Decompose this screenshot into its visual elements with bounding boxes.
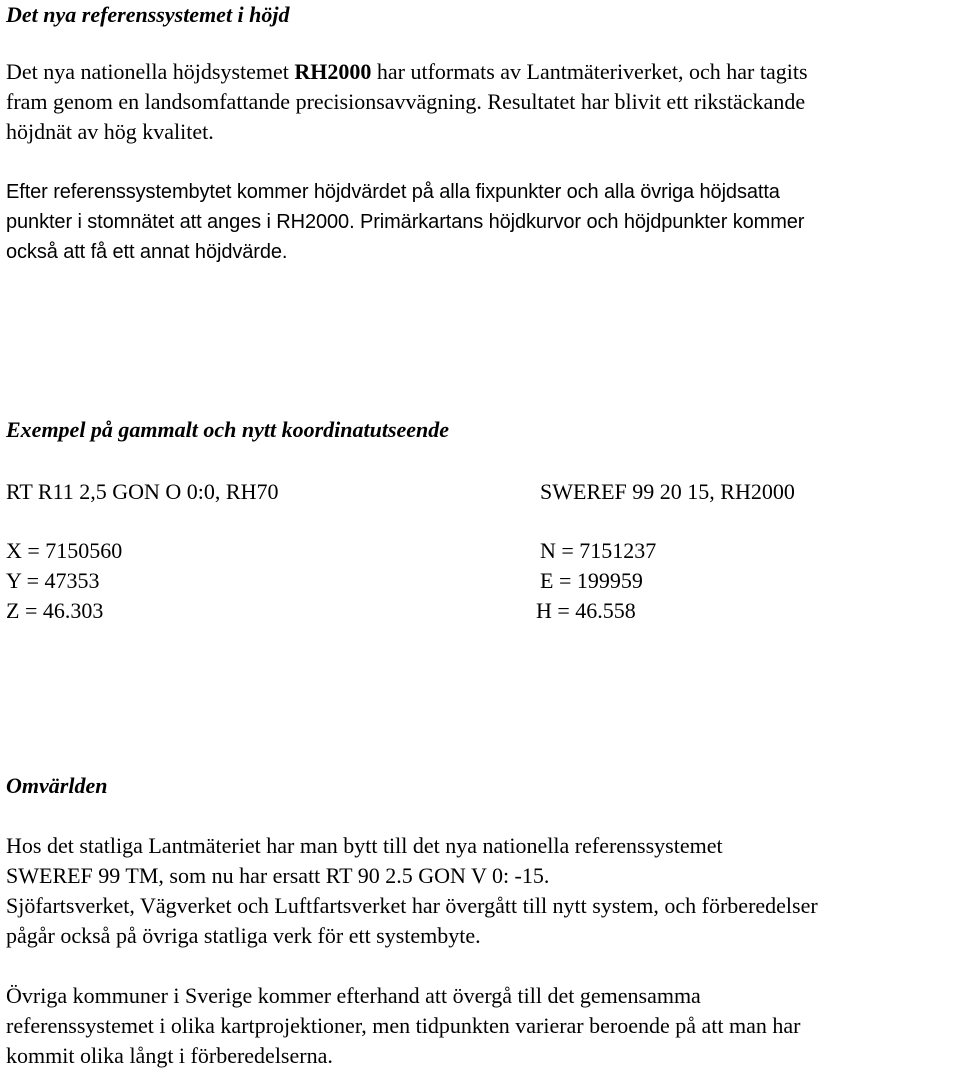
new-coordinate: H = 46.558 — [536, 598, 636, 623]
new-coordinate: N = 7151237 — [540, 538, 657, 563]
paragraph-line: höjdnät av hög kvalitet. — [6, 119, 214, 144]
section-heading: Exempel på gammalt och nytt koordinatutseende — [6, 417, 450, 442]
old-coordinate: X = 7150560 — [6, 538, 123, 563]
old-system-label: RT R11 2,5 GON O 0:0, RH70 — [6, 479, 279, 504]
paragraph-line: också att få ett annat höjdvärde. — [6, 241, 288, 263]
paragraph-line: referenssystemet i olika kartprojektioner, men tidpunkten varierar beroende på att man har — [6, 1013, 801, 1038]
coordinate-table — [6, 536, 954, 626]
coordinate-systems-row — [6, 477, 954, 507]
text-run: Det nya nationella höjdsystemet — [6, 59, 295, 84]
paragraph-line: pågår också på övriga statliga verk för ett systembyte. — [6, 923, 481, 948]
paragraph-system-change — [6, 177, 954, 267]
section-heading: Omvärlden — [6, 773, 108, 798]
coordinate-row — [6, 536, 954, 566]
paragraph-municipalities — [6, 981, 954, 1071]
paragraph-rh2000-intro — [6, 57, 954, 147]
paragraph-line: Efter referenssystembytet kommer höjdvärdet på alla fixpunkter och alla övriga höjdsatta — [6, 181, 780, 203]
new-system-label: SWEREF 99 20 15, RH2000 — [540, 479, 795, 504]
paragraph-line: Sjöfartsverket, Vägverket och Luftfartsverket har övergått till nytt system, och förberedelser — [6, 893, 818, 918]
old-coordinate: Y = 47353 — [6, 568, 100, 593]
paragraph-line: fram genom en landsomfattande precisionsavvägning. Resultatet har blivit ett rikstäckande — [6, 89, 806, 114]
paragraph-line: Övriga kommuner i Sverige kommer efterhand att övergå till det gemensamma — [6, 983, 701, 1008]
coordinate-row — [6, 596, 954, 626]
bold-term: RH2000 — [294, 59, 372, 84]
text-run: har utformats av Lantmäteriverket, och har tagits — [371, 59, 808, 84]
paragraph-line: Hos det statliga Lantmäteriet har man bytt till det nya nationella referenssystemet — [6, 833, 723, 858]
new-coordinate: E = 199959 — [540, 568, 643, 593]
section-heading: Det nya referenssystemet i höjd — [6, 2, 290, 27]
old-coordinate: Z = 46.303 — [6, 598, 104, 623]
paragraph-line: SWEREF 99 TM, som nu har ersatt RT 90 2.5 GON V 0: -15. — [6, 863, 550, 888]
paragraph-line: punkter i stomnätet att anges i RH2000. Primärkartans höjdkurvor och höjdpunkter kommer — [6, 211, 805, 233]
section-height-reference — [6, 0, 954, 30]
paragraph-lantmateriet — [6, 831, 954, 951]
paragraph-line: kommit olika långt i förberedelserna. — [6, 1043, 333, 1068]
coordinate-row — [6, 566, 954, 596]
paragraph-line — [6, 57, 954, 87]
